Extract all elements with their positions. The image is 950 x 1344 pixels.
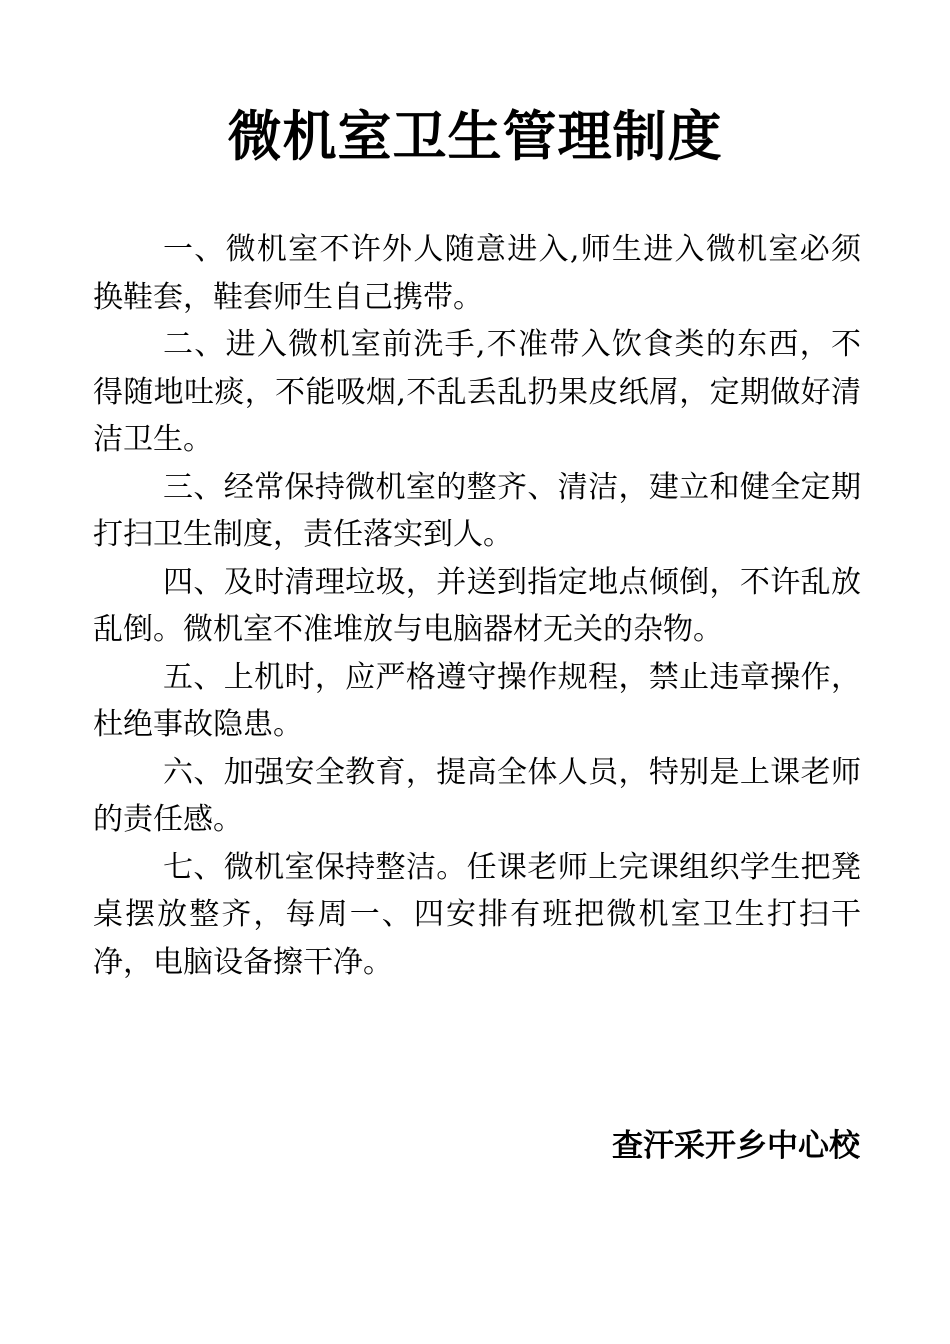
rule-paragraph-2: 二、进入微机室前洗手,不准带入饮食类的东西，不得随地吐痰，不能吸烟,不乱丢乱扔果皮纸屑，定期做好清洁卫生。 [93, 327, 861, 457]
document-body [93, 226, 861, 986]
issuer-signature: 查汗采开乡中心校 [612, 1128, 860, 1164]
rule-paragraph-4: 四、及时清理垃圾，并送到指定地点倾倒，不许乱放乱倒。微机室不准堆放与电脑器材无关的杂物。 [93, 564, 861, 647]
document-title: 微机室卫生管理制度 [227, 105, 723, 168]
rule-paragraph-6: 六、加强安全教育，提高全体人员，特别是上课老师的责任感。 [93, 754, 861, 837]
rule-paragraph-3: 三、经常保持微机室的整齐、清洁，建立和健全定期打扫卫生制度，责任落实到人。 [93, 469, 861, 552]
rule-paragraph-5: 五、上机时，应严格遵守操作规程，禁止违章操作，杜绝事故隐患。 [93, 659, 861, 742]
rule-paragraph-1: 一、微机室不许外人随意进入,师生进入微机室必须换鞋套，鞋套师生自己携带。 [93, 232, 861, 315]
rule-paragraph-7: 七、微机室保持整洁。任课老师上完课组织学生把凳桌摆放整齐，每周一、四安排有班把微机室卫生打扫干净，电脑设备擦干净。 [93, 849, 861, 980]
